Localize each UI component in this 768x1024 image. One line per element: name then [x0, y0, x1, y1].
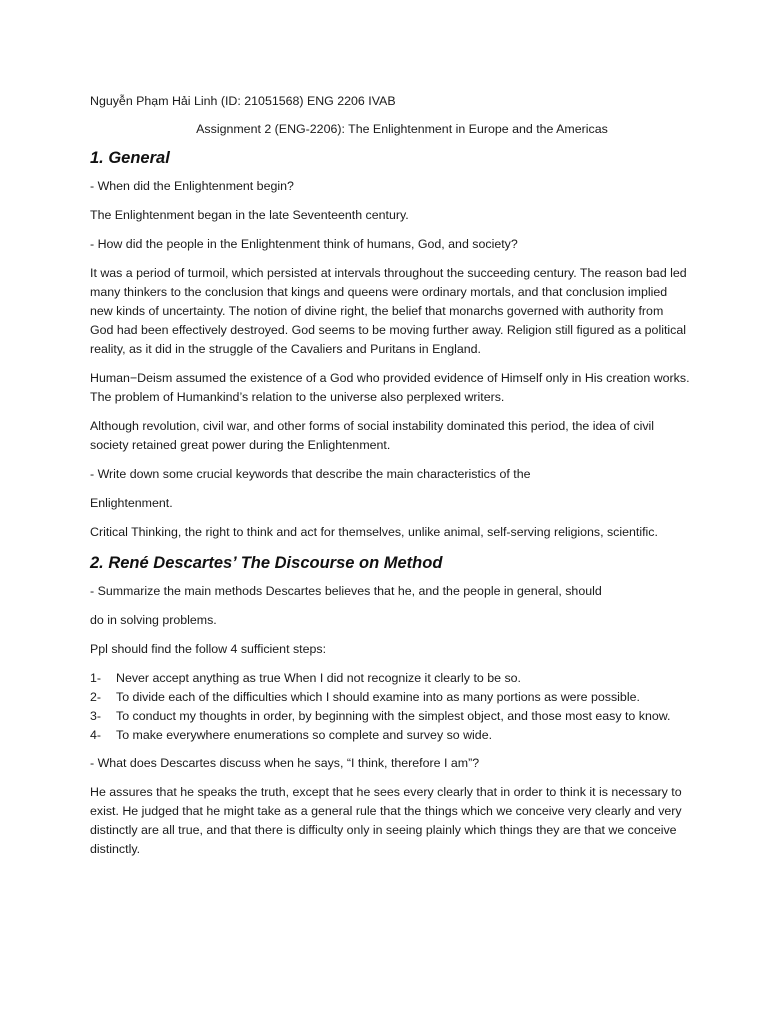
steps-intro: Ppl should find the follow 4 sufficient steps:	[90, 642, 327, 656]
question-keywords: - Write down some crucial keywords that describe the main characteristics of the	[90, 467, 531, 481]
question-descartes-methods-continued: do in solving problems.	[90, 613, 217, 627]
answer-paragraph-deism: Human−Deism assumed the existence of a God who provided evidence of Himself only in His creation works. The problem of Humankind’s relation to the universe also perplexed writers.	[90, 371, 690, 404]
steps-list	[90, 669, 690, 745]
author-line: Nguyễn Phạm Hải Linh (ID: 21051568) ENG 2206 IVAB	[90, 94, 396, 108]
answer-paragraph-civil-society: Although revolution, civil war, and other forms of social instability dominated this period, the idea of civil society retained great power during the Enlightenment.	[90, 419, 655, 452]
assignment-title: Assignment 2 (ENG-2206): The Enlightenment in Europe and the Americas	[196, 122, 608, 136]
document-page	[90, 92, 690, 869]
answer-enlightenment-begin: The Enlightenment began in the late Seventeenth century.	[90, 208, 409, 222]
step-number: 1-	[90, 671, 102, 685]
step-text: To make everywhere enumerations so complete and survey so wide.	[116, 728, 493, 742]
section-heading-descartes: 2. René Descartes’ The Discourse on Method	[90, 554, 443, 572]
section-heading-general: 1. General	[90, 149, 170, 167]
list-item	[90, 688, 690, 707]
list-item	[90, 707, 690, 726]
step-number: 4-	[90, 728, 102, 742]
question-keywords-continued: Enlightenment.	[90, 496, 173, 510]
list-item	[90, 726, 690, 745]
question-humans-god-society: - How did the people in the Enlightenment think of humans, God, and society?	[90, 237, 518, 251]
step-number: 3-	[90, 709, 102, 723]
step-text: Never accept anything as true When I did not recognize it clearly to be so.	[116, 671, 521, 685]
step-text: To conduct my thoughts in order, by beginning with the simplest object, and those most easy to know.	[116, 709, 671, 723]
answer-i-think: He assures that he speaks the truth, except that he sees every clearly that in order to think it is necessary to exist. He judged that he might take as a general rule that the things which we conceive very clearly and very distinctly are all true, and that there is difficulty only in seeing plainly which things they are that we conceive distinctly.	[90, 785, 682, 856]
question-i-think: - What does Descartes discuss when he says, “I think, therefore I am”?	[90, 756, 480, 770]
question-enlightenment-begin: - When did the Enlightenment begin?	[90, 179, 294, 193]
list-item	[90, 669, 690, 688]
step-number: 2-	[90, 690, 102, 704]
question-descartes-methods: - Summarize the main methods Descartes believes that he, and the people in general, should	[90, 584, 602, 598]
answer-keywords: Critical Thinking, the right to think and act for themselves, unlike animal, self-serving religions, scientific.	[90, 525, 658, 539]
answer-paragraph-turmoil: It was a period of turmoil, which persisted at intervals throughout the succeeding century. The reason bad led many thinkers to the conclusion that kings and queens were ordinary mortals, and that conclusion implied new kinds of uncertainty. The notion of divine right, the belief that monarchs governed with authority from God had been effectively destroyed. God seems to be moving further away. Religion still figured as a political reality, as it did in the struggle of the Cavaliers and Puritans in England.	[90, 266, 687, 356]
step-text: To divide each of the difficulties which I should examine into as many portions as were possible.	[116, 690, 640, 704]
